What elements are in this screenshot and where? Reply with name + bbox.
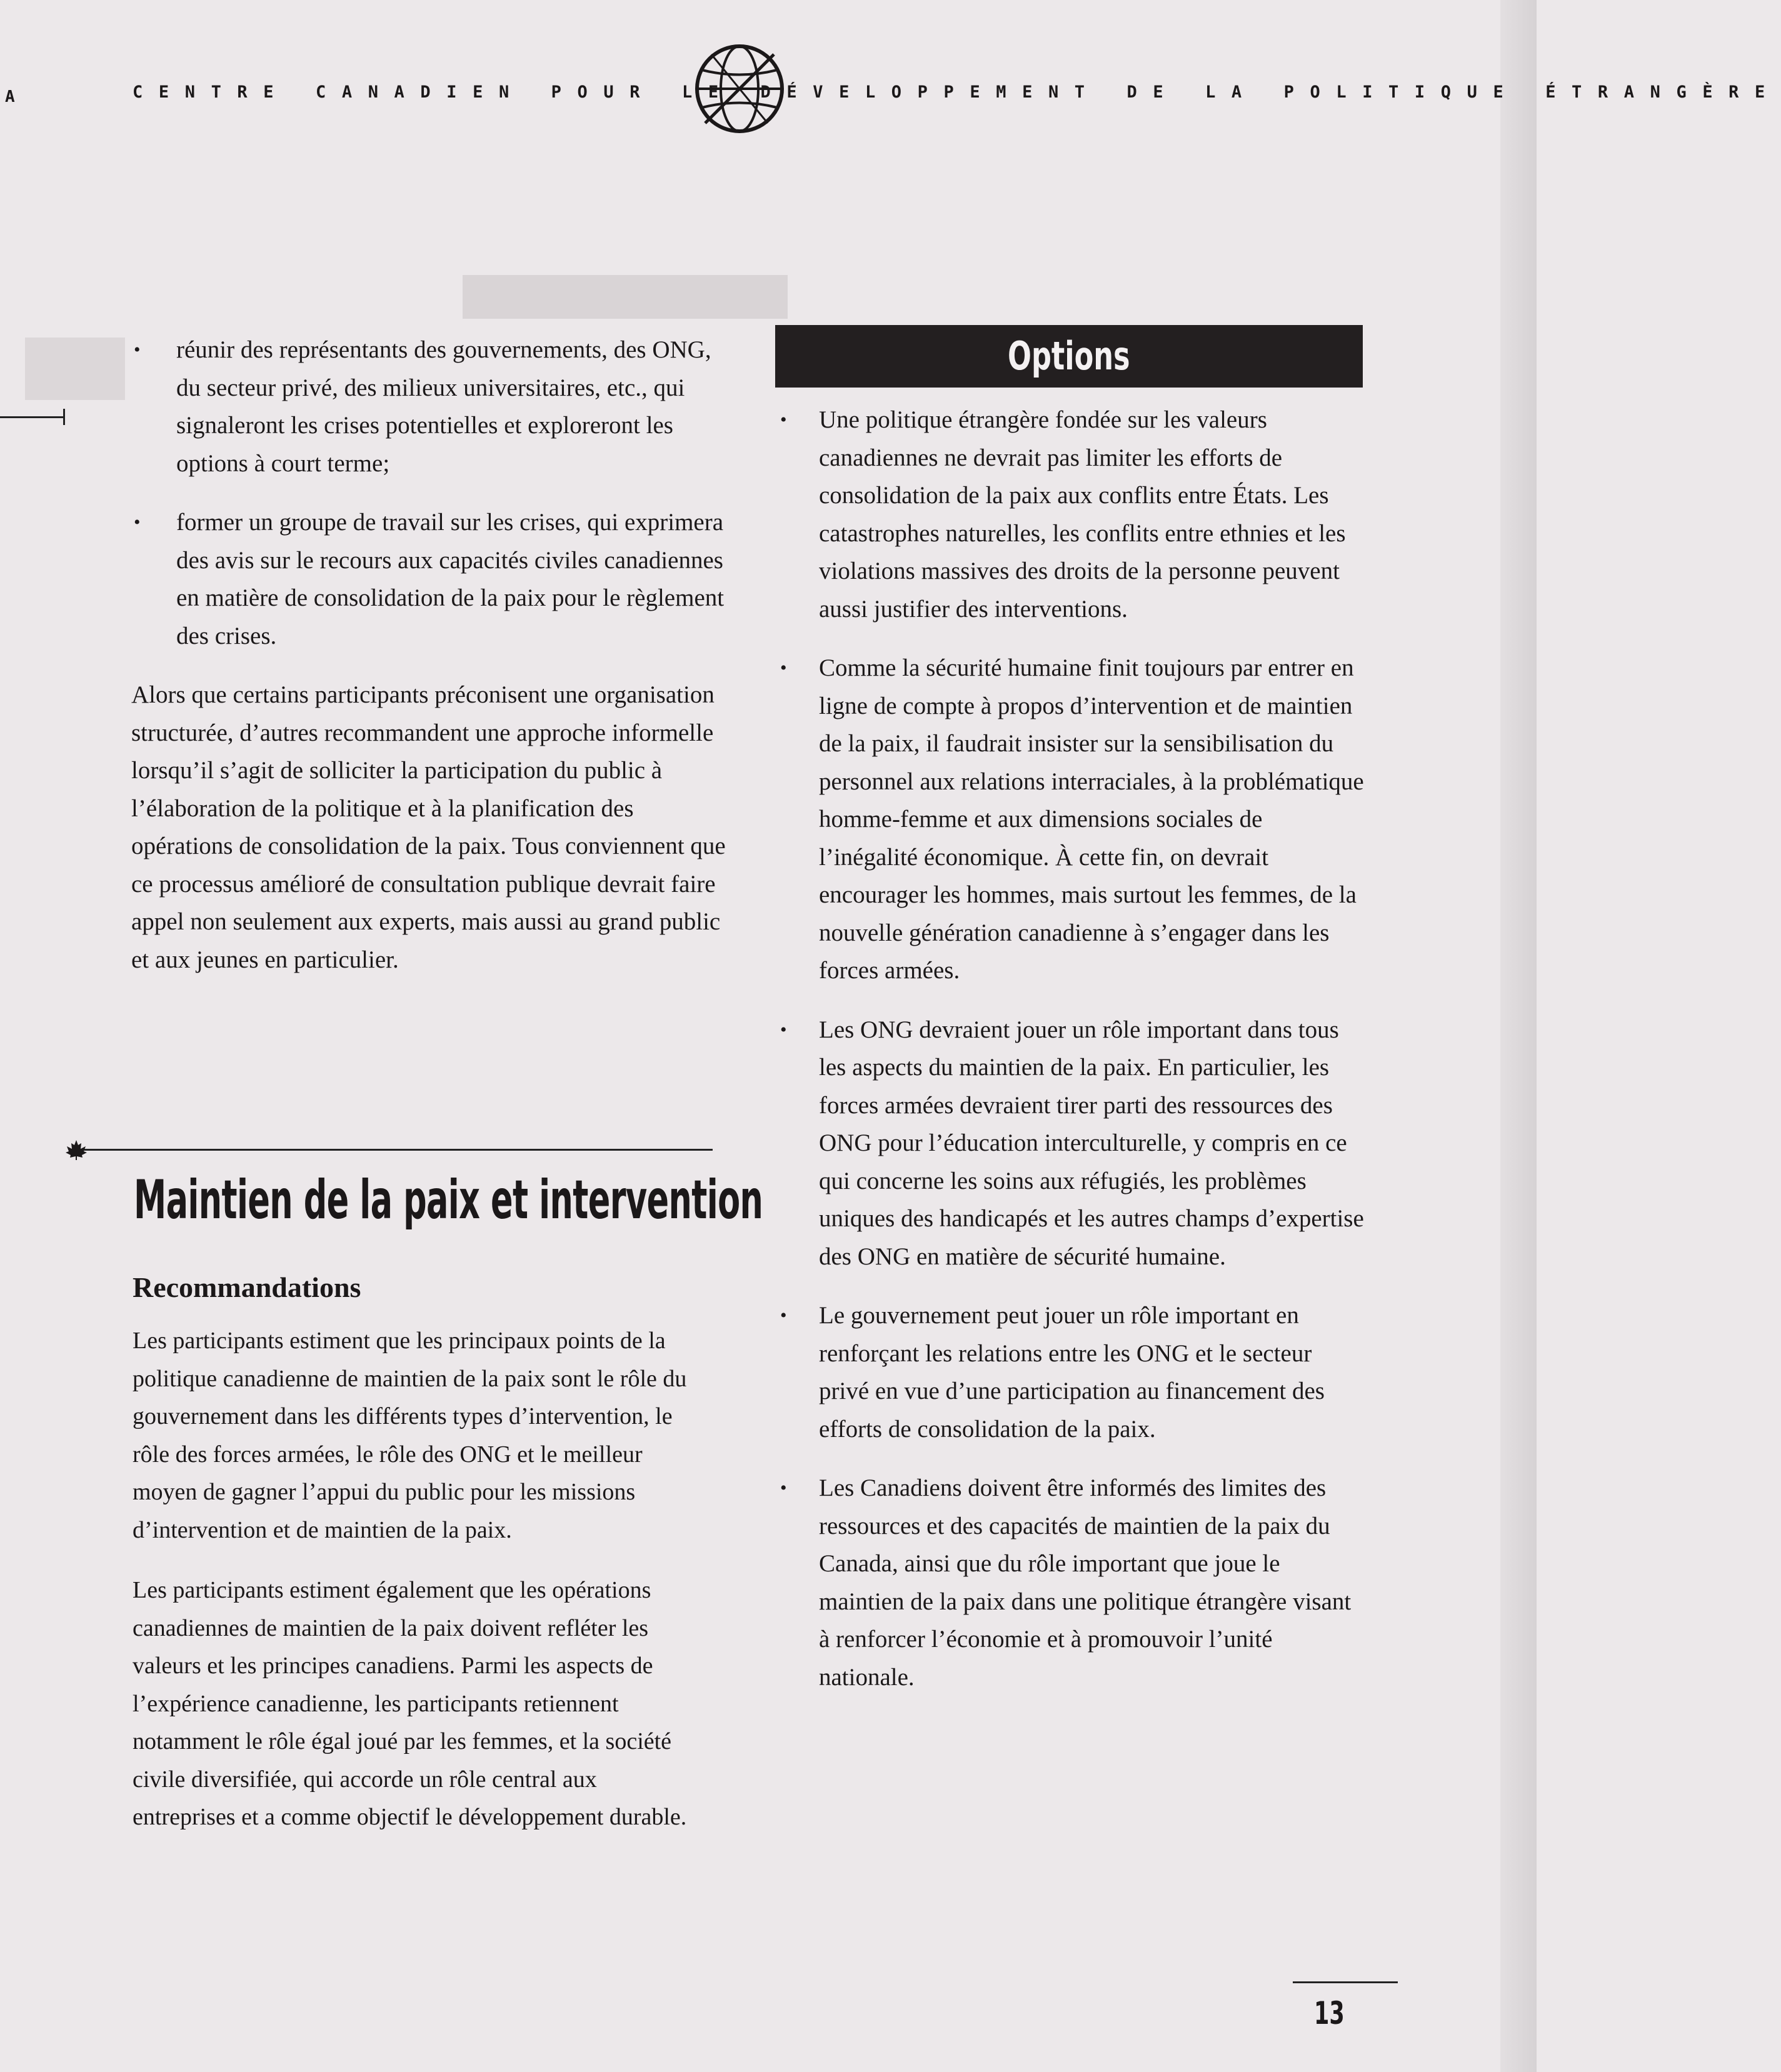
show-through-bar	[25, 338, 125, 400]
margin-arrow-mark	[0, 416, 64, 418]
list-item-text: former un groupe de travail sur les crises, qui exprimera des avis sur le recours aux capacités civiles canadiennes en matière de consolidation de la paix pour le règlement des crises.	[176, 509, 725, 649]
bullet-icon: •	[780, 658, 787, 678]
running-title: CENTRE CANADIEN POUR LE DÉVELOPPEMENT DE LA POLITIQUE ÉTRANGÈRE	[133, 83, 1781, 102]
bullet-icon: •	[780, 409, 787, 430]
options-title: Options	[1008, 333, 1130, 379]
list-item	[775, 401, 1366, 628]
subsection-title: Recommandations	[133, 1271, 361, 1303]
section-title: Maintien de la paix et intervention	[134, 1169, 763, 1231]
list-item	[131, 331, 731, 483]
list-item-text: Comme la sécurité humaine finit toujours par entrer en ligne de compte à propos d’intervention et de maintien de la paix, il faudrait insister sur la sensibilisation du personnel aux relations interraciales, à la problématique homme-femme et aux dimensions sociales de l’inégalité économique. À cette fin, on devrait encourager les hommes, mais surtout les femmes, de la nouvelle génération canadienne à s’engager dans les forces armées.	[819, 654, 1364, 984]
page-number: 13	[1314, 1995, 1345, 2031]
running-header	[0, 70, 1781, 126]
show-through-bar	[463, 275, 788, 319]
list-item-text: Les Canadiens doivent être informés des limites des ressources et des capacités de maintien de la paix du Canada, ainsi que du rôle important que joue le maintien de la paix dans une politique étrangère visant à renforcer l’économie et à promouvoir l’unité nationale.	[819, 1474, 1352, 1691]
list-item	[775, 649, 1366, 990]
header-left-mark: A	[5, 88, 15, 106]
bullet-icon: •	[780, 1478, 787, 1498]
options-bullet-list	[775, 401, 1366, 1696]
bullet-icon: •	[780, 1305, 787, 1326]
list-item	[775, 1297, 1366, 1448]
right-column	[775, 325, 1366, 1718]
page-number-rule	[1293, 1981, 1398, 1983]
maple-leaf-icon	[65, 1139, 88, 1164]
consultation-paragraph: Alors que certains participants préconisent une organisation structurée, d’autres recommandent une approche informelle lorsqu’il s’agit de solliciter la participation du public à l’élaboration de la politique et à la planification des opérations de consolidation de la paix. Tous conviennent que ce processus amélioré de consultation publique devrait faire appel non seulement aux experts, mais aussi au grand public et aux jeunes en particulier.	[131, 681, 726, 973]
list-item-text: réunir des représentants des gouvernements, des ONG, du secteur privé, des milieux universitaires, etc., qui signaleront les crises potentielles et exploreront les options à court terme;	[176, 336, 711, 477]
list-item-text: Les ONG devraient jouer un rôle important dans tous les aspects du maintien de la paix. En particulier, les forces armées devraient tirer parti des ressources des ONG pour l’éducation interculturelle, y compris en ce qui concerne les soins aux réfugiés, les problèmes uniques des handicapés et les autres champs d’expertise des ONG en matière de sécurité humaine.	[819, 1016, 1364, 1270]
left-column	[131, 331, 731, 1000]
list-item	[775, 1011, 1366, 1276]
list-item-text: Une politique étrangère fondée sur les valeurs canadiennes ne devrait pas limiter les efforts de consolidation de la paix aux conflits entre États. Les catastrophes naturelles, les conflits entre ethnies et les violations massives des droits de la personne peuvent aussi justifier des interventions.	[819, 406, 1346, 623]
body-paragraph: Les participants estiment également que les opérations canadiennes de maintien de la paix doivent refléter les valeurs et les principes canadiens. Parmi les aspects de l’expérience canadienne, les participants retiennent notamment le rôle égal joué par les femmes, et la société civile diversifiée, qui accorde un rôle central aux entreprises et a comme objectif le développement durable.	[133, 1577, 687, 1830]
page-edge	[1500, 0, 1537, 2072]
options-header	[775, 325, 1363, 388]
list-item	[131, 504, 731, 655]
bullet-icon: •	[780, 1019, 787, 1040]
recommendations-body	[133, 1322, 695, 1859]
bullet-icon: •	[134, 339, 141, 360]
globe-logo-icon	[693, 42, 786, 136]
left-bullet-list	[131, 331, 731, 655]
bullet-icon: •	[134, 512, 141, 533]
list-item-text: Le gouvernement peut jouer un rôle important en renforçant les relations entre les ONG et le secteur privé en vue d’une participation au financement des efforts de consolidation de la paix.	[819, 1302, 1325, 1443]
list-item	[775, 1469, 1366, 1696]
section-divider	[69, 1149, 713, 1151]
body-paragraph: Les participants estiment que les principaux points de la politique canadienne de maintien de la paix sont le rôle du gouvernement dans les différents types d’intervention, le rôle des forces armées, le rôle des ONG et le meilleur moyen de gagner l’appui du public pour les missions d’intervention et de maintien de la paix.	[133, 1328, 687, 1543]
